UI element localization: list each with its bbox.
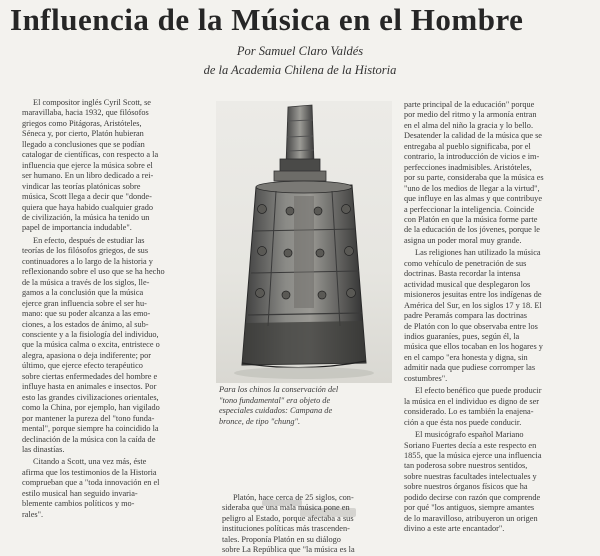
column-1-text-line: papel de importancia indudable". [22,223,132,233]
column-2-text-line: Platón, hace cerca de 25 siglos, con- [233,493,354,502]
column-2-text-line: instituciones políticas más trascenden- [222,524,350,534]
column-1-text-line: esto las grandes civilizaciones orientales, [22,392,159,402]
column-1-text-line: comprueban que a "toda innovación en el [22,478,160,488]
column-3-text-line: podido decirse con razón que comprende [404,492,541,502]
column-1-text-line: último, que ejerce efecto terapéutico [22,361,143,371]
column-1-text-line: consciente y a la fisiología del individuo, [22,329,159,339]
column-3-text-line: Desatender la calidad de la música que se [404,131,542,141]
column-1-text-line: influencia que ejerce la música sobre el [22,160,153,170]
column-1-text-line: música, Scott llega a decir que "donde- [22,192,152,202]
column-1-text-line: estilo musical han seguido invaria- [22,488,138,498]
column-2-text-line: peligro al Estado, porque afectaba a sus [222,513,354,523]
column-3-text-line: parte principal de la educación" porque [404,100,535,109]
column-1-text-line: vindicar las teorías platónicas sobre [22,181,141,191]
column-1-text-line: continuadores a lo largo de la historia y [22,256,153,266]
column-3-text-line: misioneros jesuitas entre los indígenas de [404,290,542,300]
print-smudge [262,500,302,506]
column-3-text-line: costumbres". [404,373,448,383]
column-1-text-line: afirma que los testimonios de la Historia [22,467,157,477]
column-3-text-line: de la educación de los jóvenes, porque le [404,225,540,235]
column-3-text-line: ción a que ésta nos puede conducir. [404,417,522,427]
column-3-text-line: la música en el individuo es digno de ser [404,396,540,406]
article-column-2 [222,493,392,556]
article-column-3 [404,100,590,535]
column-3-text-line: sobre nuestras facultades intelectuales y [404,471,537,481]
column-3-text-line: admitir nada que pudiese corromper las [404,363,536,373]
column-3-text-line: "uno de los medios de llegar a la virtud", [404,183,540,193]
column-3-text-line: por medio del ritmo y la armonía entran [404,110,537,120]
column-3-text-line: divino a este arte encantador". [404,524,505,534]
column-3-text-line: doctrinas. Basta recordar la intensa [404,269,521,279]
column-3-text-line: por su parte, consideraba que la música es [404,173,544,183]
article-column-1 [22,98,198,520]
column-1-text-line: ser humano. En un libro dedicado a rei- [22,171,154,181]
column-3-text-line: sobre nuestros órganos físicos que ha [404,482,528,492]
column-3-text-line: en el alma del niño la gracia y lo bello. [404,120,534,130]
column-3-text-line: en el campo "era honesta y digna, sin [404,352,528,362]
column-1-text-line: que la música calma o excita, entristece o [22,340,160,350]
column-3-text-line: Soriano Fuertes decía a este respecto en [404,440,537,450]
column-1-text-line: En efecto, después de estudiar las [33,235,145,245]
caption-line: Para los chinos la conservación del [219,385,339,394]
column-1-text-line: catalogar de científicas, con respecto a la [22,150,159,160]
column-3-text-line: de lo maravilloso, atribuyeron un origen [404,513,538,523]
column-3-text-line: como vehículo de penetración de sus [404,258,527,268]
column-3-text-line: por qué "los antiguos, siempre amantes [404,503,535,513]
column-3-text-line: considerado. Lo es también la enajena- [404,407,534,417]
article-title: Influencia de la Música en el Hombre [10,2,524,37]
byline-affiliation: de la Academia Chilena de la Historia [203,63,397,77]
column-1-text-line: declinación de la música con la caída de [22,434,156,444]
column-1-text-line: maravillaba, hacia 1932, que filósofos [22,108,149,118]
print-smudge [300,508,356,517]
column-1-text-line: reflexionando sobre el uso que se ha hecho [22,267,165,277]
column-3-text-line: El efecto benéfico que puede producir [415,386,542,396]
column-2-text-line: sideraba que una mala música pone en [222,503,350,513]
column-1-text-line: quiera que haya habido cualquier grado [22,202,154,212]
column-3-text-line: entregaba al pueblo significaba, por el [404,141,531,151]
column-3-text-line: contrario, la introducción de vicios e im- [404,152,540,162]
column-3-text-line: con Platón en que la música forme parte [404,214,538,224]
column-1-text-line: gamos a la conclusión que la música [22,288,144,298]
column-1-text-line: Citando a Scott, una vez más, éste [33,457,147,467]
column-1-text-line: llegado a conclusiones que se podían [22,139,145,149]
column-1-text-line: por mantener la pureza del "tono funda- [22,413,155,423]
column-1-text-line: alegra, apasiona o deja indiferente; por [22,350,152,360]
column-2-text-line: tales. Proponía Platón en su diálogo [222,534,341,544]
column-1-text-line: de civilización, la música ha tenido un [22,212,150,222]
column-1-text-line: ciones, a los estados de ánimo, al sub- [22,319,149,329]
column-3-text-line: Las religiones han utilizado la música [415,248,541,258]
column-1-text-line: sobre ciertas enfermedades del hombre e [22,371,158,381]
column-3-text-line: tan poderosa sobre nuestros sentidos, [404,461,528,471]
caption-line: especiales cuidados: Campana de [219,406,333,416]
column-1-text-line: como la China, por ejemplo, han vigilado [22,403,160,413]
column-3-text-line: El musicógrafo español Mariano [415,430,524,440]
column-3-text-line: asigna un poder moral muy grande. [404,235,522,245]
column-3-text-line: a perfeccionar la inteligencia. Coincide [404,204,535,214]
column-3-text-line: de Platón con lo que observaba entre los [404,321,538,331]
column-3-text-line: que influye en las almas y que contribuye [404,194,543,204]
column-1-text-line: de la música a través de los siglos, lle- [22,277,150,287]
column-3-text-line: perfecciones inadmisibles. Aristóteles, [404,162,532,172]
bronze-bell-photo [216,101,392,383]
caption-line: bronce, de tipo "chung". [219,416,301,426]
chinese-bell-image [216,101,392,383]
column-3-text-line: 1855, que la música ejerce una influencia [404,450,542,460]
column-1-text-line: mental", porque siempre ha coincidido la [22,424,159,434]
column-3-text-line: América del Sur, en los siglos 17 y 18. El [404,300,542,310]
column-1-text-line: teorías de los filósofos griegos, de sus [22,246,149,256]
column-3-text-line: música que ellos tocaban en los hogares y [404,342,543,352]
column-1-text-line: mano: que su poder alcanza a las emo- [22,309,151,319]
column-1-text-line: influye hasta en animales e insectos. Por [22,382,157,392]
column-1-text-line: rales". [22,509,44,519]
caption-line: "tono fundamental" era objeto de [219,395,331,405]
column-3-text-line: padre Peramás compara las doctrinas [404,311,528,321]
column-1-text-line: blemente cambios políticos y mo- [22,499,135,509]
column-1-text-line: Séneca y, por cierto, Platón hubieran [22,129,144,139]
column-1-text-line: griegos como Pitágoras, Aristóteles, [22,118,142,128]
byline-author: Por Samuel Claro Valdés [236,44,364,58]
photo-caption [219,385,393,427]
column-2-text-line: sobre La República que "la música es la [222,545,355,555]
column-1-text-line: El compositor inglés Cyril Scott, se [33,98,151,107]
column-3-text-line: actividad musical que desplegaron los [404,279,531,289]
column-1-text-line: las dinastías. [22,444,65,454]
column-1-text-line: ejerce gran influencia sobre el ser hu- [22,298,147,308]
column-3-text-line: indios guaraníes, pues, según él, la [404,331,520,341]
